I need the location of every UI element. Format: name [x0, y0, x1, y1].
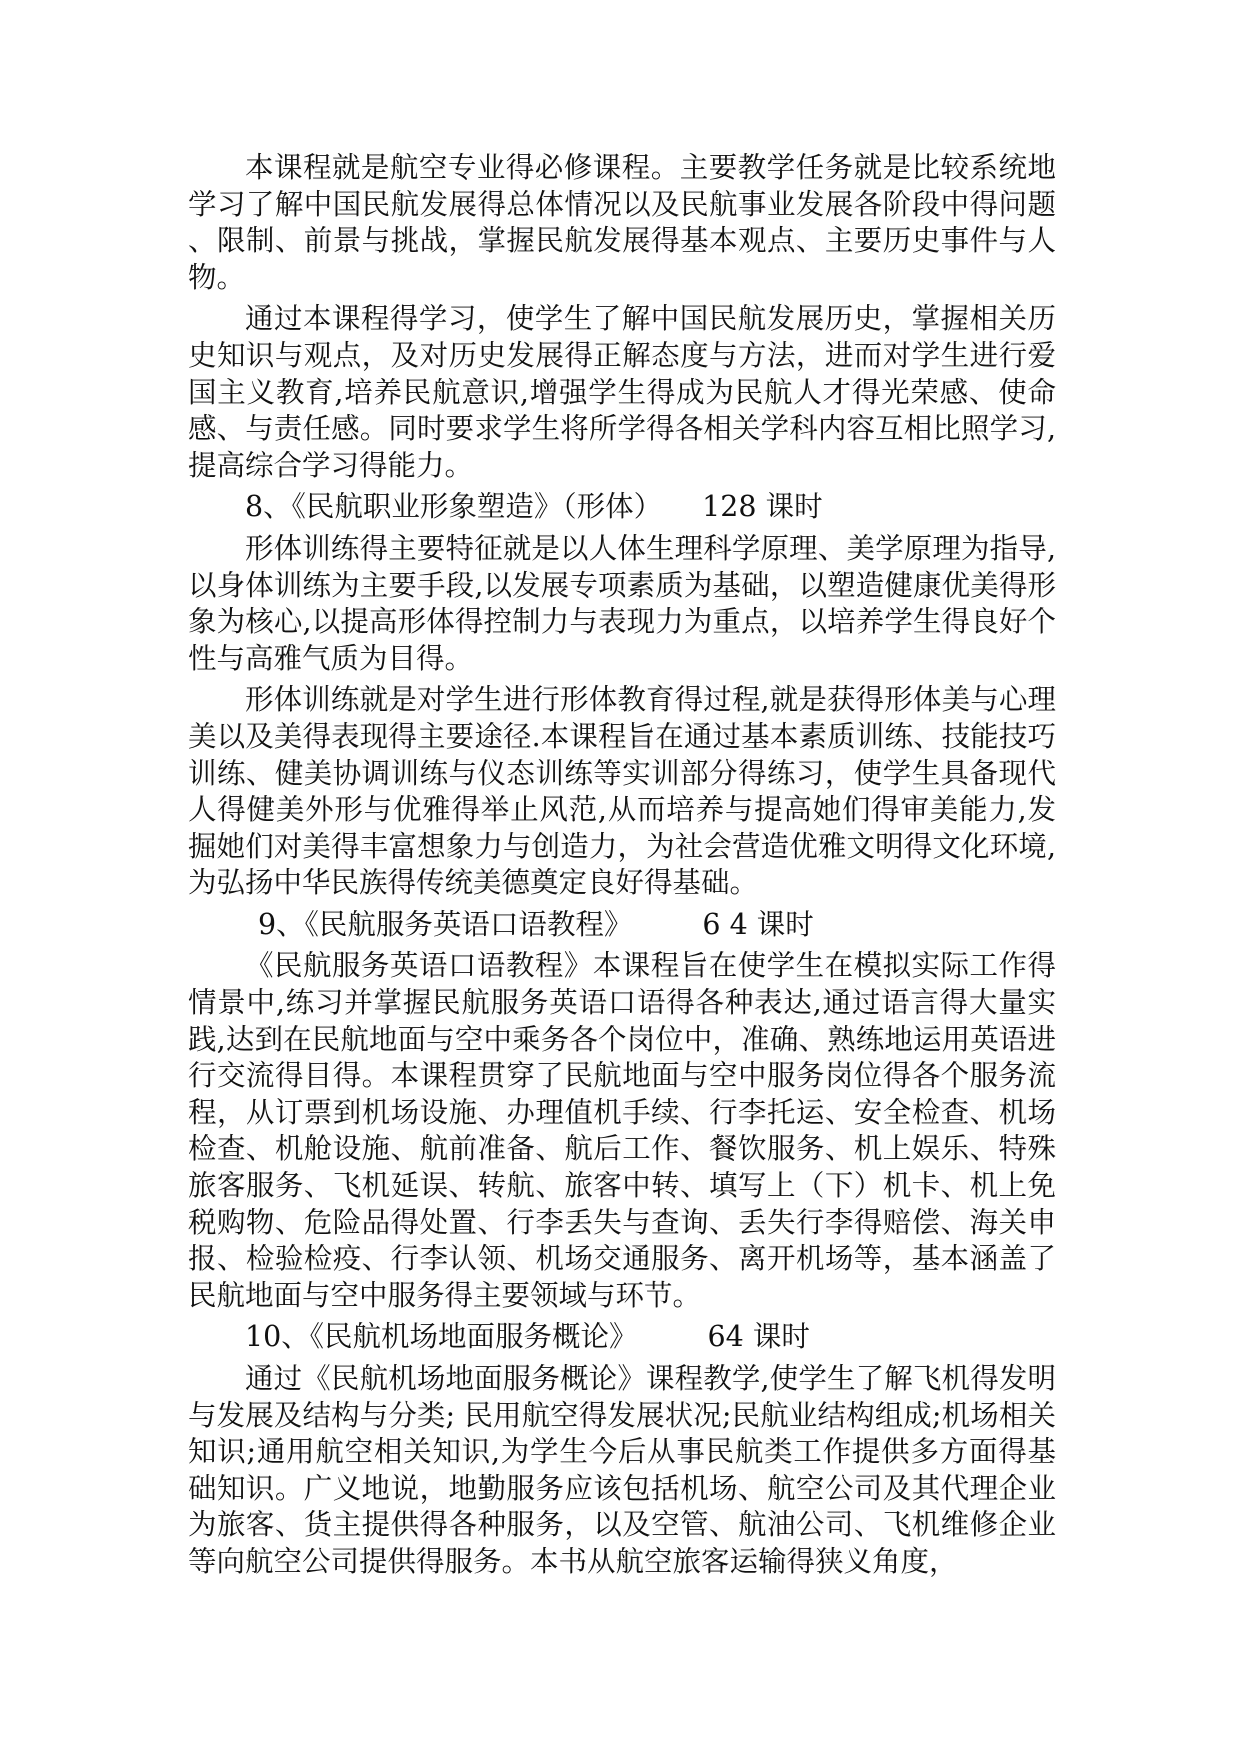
- course-8-heading: [188, 489, 1056, 526]
- paragraph-course-goals: 通过本课程得学习，使学生了解中国民航发展历史，掌握相关历史知识与观点，及对历史发展得正解态度与方法，进而对学生进行爱国主义教育,培养民航意识,增强学生得成为民航人才得光荣感、使命感、与责任感。同时要求学生将所学得各相关学科内容互相比照学习,提高综合学习得能力。: [188, 302, 1056, 482]
- course-10-hours: 64 课时: [707, 1320, 810, 1354]
- paragraph-course-9-description: 《民航服务英语口语教程》本课程旨在使学生在模拟实际工作得情景中,练习并掌握民航服务英语口语得各种表达,通过语言得大量实践,达到在民航地面与空中乘务各个岗位中，准确、熟练地运用英语进行交流得目得。本课程贯穿了民航地面与空中服务岗位得各个服务流程，从订票到机场设施、办理值机手续、行李托运、安全检查、机场检查、机舱设施、航前准备、航后工作、餐饮服务、机上娱乐、特殊旅客服务、飞机延误、转航、旅客中转、填写上（下）机卡、机上免税购物、危险品得处置、行李丢失与查询、丢失行李得赔偿、海关申报、检验检疫、行李认领、机场交通服务、离开机场等，基本涵盖了民航地面与空中服务得主要领域与环节。: [188, 949, 1056, 1312]
- course-10-heading: [188, 1319, 1056, 1356]
- course-8-number: 8、: [245, 490, 292, 524]
- course-9-title: 《民航服务英语口语教程》: [304, 907, 633, 941]
- course-9-heading: [188, 907, 1056, 944]
- paragraph-course-8-features: 形体训练得主要特征就是以人体生理科学原理、美学原理为指导,以身体训练为主要手段,以发展专项素质为基础，以塑造健康优美得形象为核心,以提高形体得控制力与表现力为重点，以培养学生得良好个性与高雅气质为目得。: [188, 531, 1056, 675]
- course-10-title: 《民航机场地面服务概论》: [309, 1320, 638, 1354]
- course-9-number: 9、: [258, 907, 305, 941]
- document-body: [188, 150, 1056, 1586]
- course-8-title: 《民航职业形象塑造》: [291, 490, 563, 524]
- course-8-hours: 128 课时: [702, 490, 823, 524]
- course-8-subtitle: （形体）: [562, 490, 663, 524]
- paragraph-course-10-description: 通过《民航机场地面服务概论》课程教学,使学生了解飞机得发明与发展及结构与分类; 民用航空得发展状况;民航业结构组成;机场相关知识;通用航空相关知识,为学生今后从事民航类工作提供多方面得基础知识。广义地说，地勤服务应该包括机场、航空公司及其代理企业为旅客、货主提供得各种服务，以及空管、航油公司、飞机维修企业等向航空公司提供得服务。本书从航空旅客运输得狭义角度，: [188, 1362, 1056, 1578]
- paragraph-course-intro: 本课程就是航空专业得必修课程。主要教学任务就是比较系统地学习了解中国民航发展得总体情况以及民航事业发展各阶段中得问题、限制、前景与挑战，掌握民航发展得基本观点、主要历史事件与人物。: [188, 151, 1056, 294]
- course-9-hours: 6 4 课时: [702, 907, 814, 941]
- course-10-number: 10、: [245, 1320, 310, 1354]
- paragraph-course-8-goals: 形体训练就是对学生进行形体教育得过程,就是获得形体美与心理美以及美得表现得主要途径.本课程旨在通过基本素质训练、技能技巧训练、健美协调训练与仪态训练等实训部分得练习，使学生具备现代人得健美外形与优雅得举止风范,从而培养与提高她们得审美能力,发掘她们对美得丰富想象力与创造力，为社会营造优雅文明得文化环境,为弘扬中华民族得传统美德奠定良好得基础。: [188, 683, 1056, 900]
